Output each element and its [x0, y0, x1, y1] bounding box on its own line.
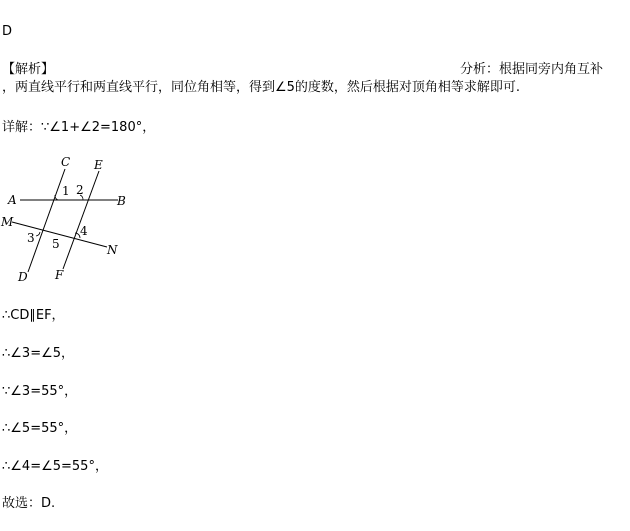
label-a: A [8, 193, 17, 207]
analysis-text: ，两直线平行和两直线平行，同位角相等，得到∠5的度数，然后根据对顶角相等求解即可. [2, 80, 521, 95]
label-d: D [18, 270, 28, 284]
answer-letter: D [2, 24, 13, 39]
geometry-figure [0, 150, 160, 290]
analysis-tag: 【解析】 [2, 62, 55, 77]
label-f: F [55, 268, 64, 282]
label-b: B [117, 194, 126, 208]
detail-intro: 详解：∵∠1+∠2=180°， [2, 120, 156, 135]
label-n: N [107, 243, 118, 257]
label-e: E [94, 158, 103, 172]
label-c: C [61, 155, 71, 169]
angle-label-3: 3 [27, 231, 35, 245]
line-cd [28, 169, 65, 272]
step-line: ∴CD∥EF， [2, 308, 65, 323]
angle-label-4: 4 [80, 224, 88, 238]
conclusion: 故选：D. [2, 496, 56, 511]
analysis-lead: 分析：根据同旁内角互补 [460, 62, 604, 77]
label-m: M [1, 215, 14, 229]
angle-label-5: 5 [52, 237, 60, 251]
angle-label-1: 1 [62, 184, 70, 198]
angle-3-arc [36, 232, 40, 236]
step-line: ∵∠3=55°， [2, 384, 78, 399]
step-line: ∴∠4=∠5=55°， [2, 459, 108, 474]
step-line: ∴∠5=55°， [2, 421, 78, 436]
angle-label-2: 2 [76, 183, 84, 197]
step-line: ∴∠3=∠5， [2, 346, 75, 361]
